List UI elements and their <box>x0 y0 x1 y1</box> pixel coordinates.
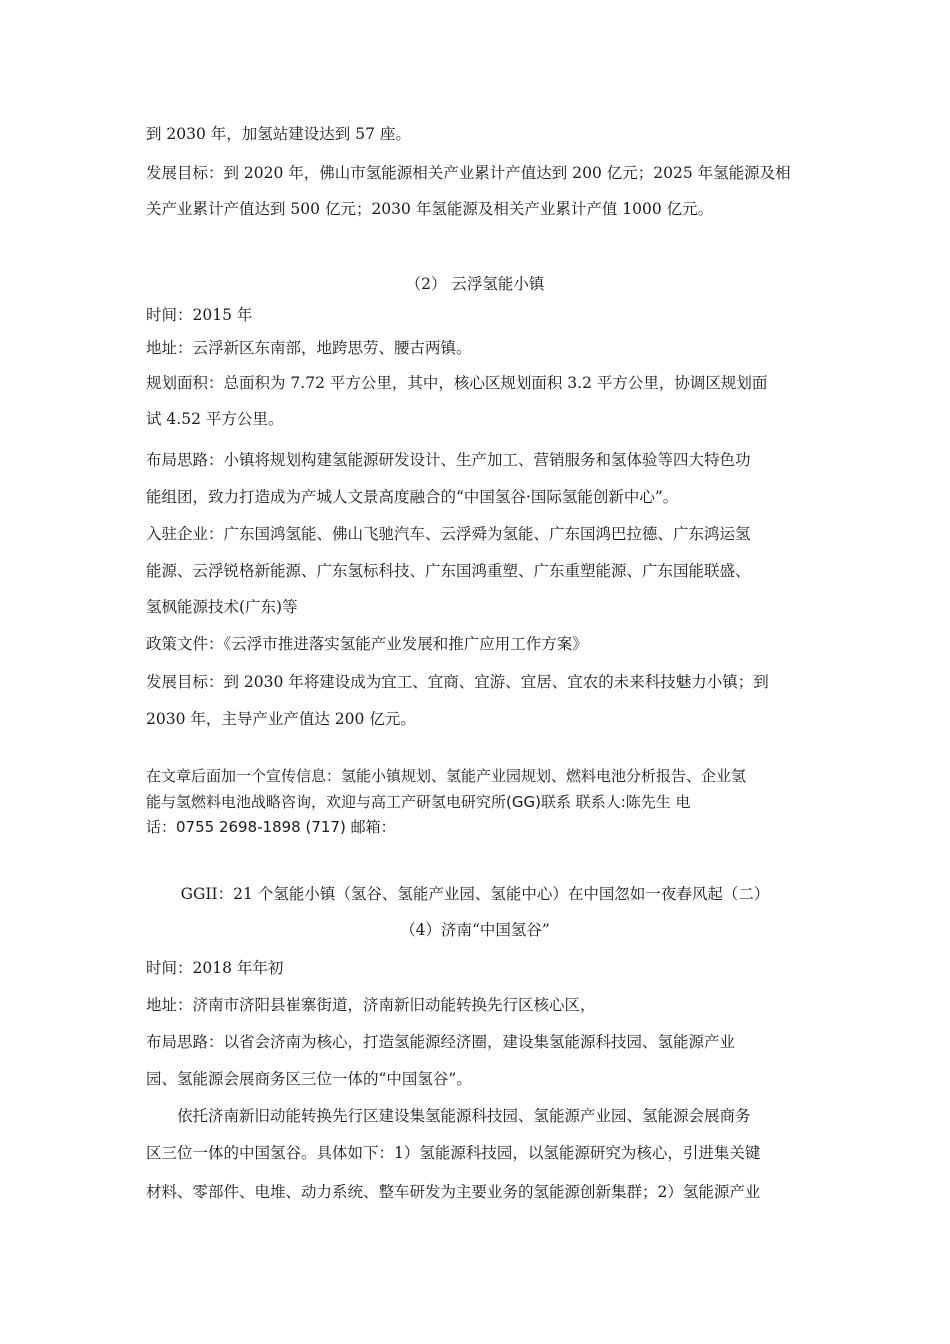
text-line: 布局思路：以省会济南为核心，打造氢能源经济圈，建设集氢能源科技园、氢能源产业 <box>146 1033 736 1051</box>
paragraph-line: 依托济南新旧动能转换先行区建设集氢能源科技园、氢能源产业园、氢能源会展商务 <box>177 1107 751 1125</box>
section-heading: （2） 云浮氢能小镇 <box>405 275 545 293</box>
paragraph-line: 区三位一体的中国氢谷。具体如下：1）氢能源科技园，以氢能源研究为核心，引进集关键 <box>146 1144 761 1162</box>
promo-line: 话：0755 2698-1898 (717) 邮箱： <box>146 818 396 836</box>
text-line: 2030 年，主导产业产值达 200 亿元。 <box>146 710 416 728</box>
text-line: 能组团，致力打造成为产城人文景高度融合的“中国氢谷·国际氢能创新中心”。 <box>146 488 679 506</box>
text-line: 试 4.52 平方公里。 <box>146 410 284 428</box>
text-line: 时间：2018 年年初 <box>146 959 284 977</box>
text-line: 发展目标：到 2030 年将建设成为宜工、宜商、宜游、宜居、宜农的未来科技魅力小镇；到 <box>146 673 769 691</box>
paragraph-line: 材料、零部件、电堆、动力系统、整车研发为主要业务的氢能源创新集群；2）氢能源产业 <box>146 1183 761 1201</box>
section-heading: （4）济南“中国氢谷” <box>400 921 550 939</box>
text-line: 时间：2015 年 <box>146 306 253 324</box>
text-line: 到 2030 年，加氢站建设达到 57 座。 <box>146 125 411 143</box>
promo-line: 在文章后面加一个宣传信息：氢能小镇规划、氢能产业园规划、燃料电池分析报告、企业氢 <box>146 767 747 785</box>
text-line: 地址：云浮新区东南部，地跨思劳、腰古两镇。 <box>146 339 472 357</box>
text-line: 地址：济南市济阳县崔寨街道，济南新旧动能转换先行区核心区， <box>146 996 596 1014</box>
article-title: GGII：21 个氢能小镇（氢谷、氢能产业园、氢能中心）在中国忽如一夜春风起（二） <box>180 885 770 903</box>
text-line: 关产业累计产值达到 500 亿元；2030 年氢能源及相关产业累计产值 1000 亿元。 <box>146 200 714 218</box>
text-line: 布局思路：小镇将规划构建氢能源研发设计、生产加工、营销服务和氢体验等四大特色功 <box>146 451 751 469</box>
text-line: 园、氢能源会展商务区三位一体的“中国氢谷”。 <box>146 1070 472 1088</box>
promo-line: 能与氢燃料电池战略咨询，欢迎与高工产研氢电研究所(GG)联系 联系人:陈先生 电 <box>146 793 691 811</box>
text-line: 氢枫能源技术(广东)等 <box>146 598 298 616</box>
text-line: 入驻企业：广东国鸿氢能、佛山飞驰汽车、云浮舜为氢能、广东国鸿巴拉德、广东鸿运氢 <box>146 525 751 543</box>
text-line: 政策文件：《云浮市推进落实氢能产业发展和推广应用工作方案》 <box>146 635 588 653</box>
text-line: 能源、云浮锐格新能源、广东氢标科技、广东国鸿重塑、广东重塑能源、广东国能联盛、 <box>146 562 751 580</box>
text-line: 规划面积：总面积为 7.72 平方公里，其中，核心区规划面积 3.2 平方公里，协调区规划面 <box>146 374 768 392</box>
text-line: 发展目标：到 2020 年，佛山市氢能源相关产业累计产值达到 200 亿元；2025 年氢能源及相 <box>146 164 791 182</box>
